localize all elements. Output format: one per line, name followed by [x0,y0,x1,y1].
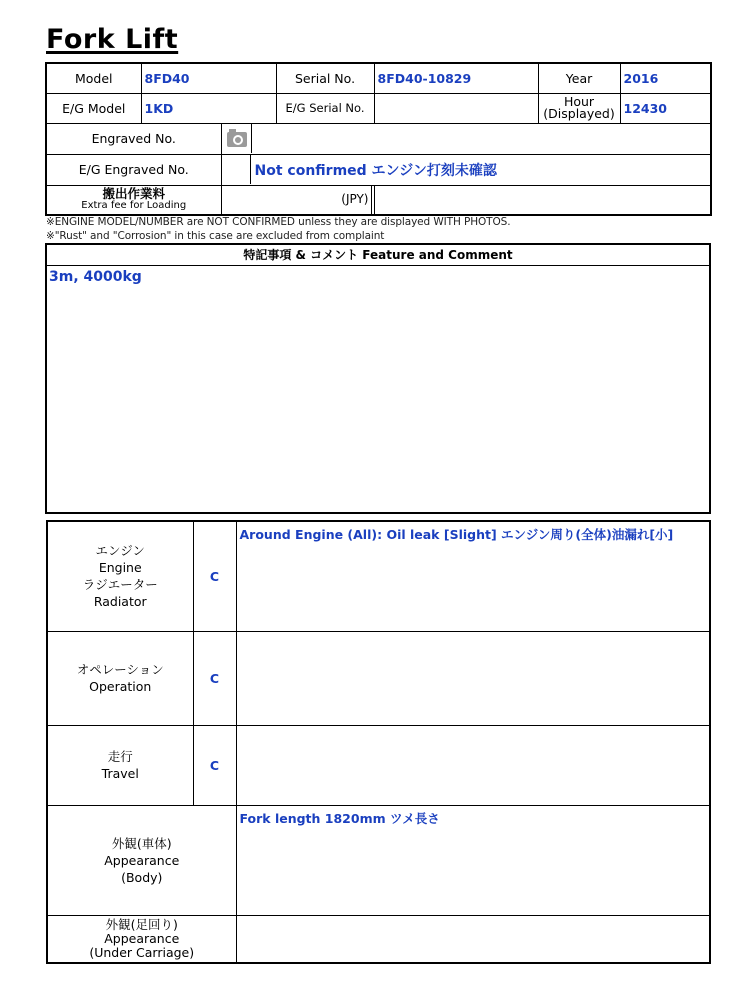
label-line: Appearance [104,852,180,868]
hour-label [538,93,620,123]
inspection-label-engine [47,521,193,631]
note-rust: ※"Rust" and "Corrosion" in this case are excluded from complaint [46,230,385,242]
serial-label: Serial No. [276,63,374,93]
inspection-label-operation [47,631,193,725]
comment-appearance-body: Fork length 1820mm ツメ長さ [236,805,710,915]
label-line: (Under Carriage) [89,944,195,960]
hour-value: 12430 [620,93,711,123]
label-line: 走行 [107,749,133,764]
feature-text: 3m, 4000kg [49,269,142,285]
label-line: エンジン [95,543,145,559]
fee-value-cell [221,185,374,215]
eg-model-label: E/G Model [46,93,141,123]
feature-header: 特記事項 & コメント Feature and Comment [47,245,709,266]
eg-serial-label: E/G Serial No. [276,93,374,123]
grade-engine: C [193,521,236,631]
label-line: 外観(足回り) [105,916,178,932]
label-line: Radiator [93,594,147,610]
engraved-label: Engraved No. [46,123,221,154]
inspection-row-appearance-under [47,915,710,963]
comment-operation [236,631,710,725]
eg-model-value: 1KD [141,93,276,123]
eg-engraved-value: Not confirmed エンジン打刻未確認 [254,162,497,179]
inspection-table [46,520,711,964]
eg-engraved-cell [221,154,711,185]
label-line: Appearance [104,930,180,946]
fee-value [374,185,711,215]
hour-label-line1: Hour [563,94,595,109]
feature-box [45,243,711,514]
fee-label [46,185,221,215]
inspection-row-engine [47,521,710,631]
fee-label-jp: 搬出作業料 [102,186,165,202]
eg-serial-value [374,93,538,123]
label-line: ラジエーター [82,577,158,593]
serial-value: 8FD40-10829 [374,63,538,93]
comment-appearance-under [236,915,710,963]
label-line: (Body) [121,869,163,885]
eg-engraved-label: E/G Engraved No. [46,154,221,185]
comment-travel [236,725,710,805]
engraved-value [221,123,711,154]
inspection-row-travel [47,725,710,805]
inspection-label-appearance-under [47,915,236,963]
label-line: オペレーション [76,662,164,677]
spec-table [45,62,712,216]
comment-engine: Around Engine (All): Oil leak [Slight] エンジン周り(全体)油漏れ[小] [236,521,710,631]
page-title: Fork Lift [46,24,179,55]
fee-divider [371,186,372,214]
engraved-photo-cell[interactable] [223,124,252,153]
model-value: 8FD40 [141,63,276,93]
fee-unit: (JPY) [341,192,369,207]
year-label: Year [538,63,620,93]
inspection-label-travel [47,725,193,805]
label-line: 外観(車体) [111,835,172,851]
eg-engraved-photo-cell [222,155,251,184]
grade-travel: C [193,725,236,805]
inspection-label-appearance-body [47,805,236,915]
grade-operation: C [193,631,236,725]
label-line: Travel [101,766,139,781]
year-value: 2016 [620,63,711,93]
hour-label-line2: (Displayed) [543,106,615,121]
label-line: Engine [98,560,142,576]
inspection-row-appearance-body [47,805,710,915]
inspection-row-operation [47,631,710,725]
camera-icon[interactable] [226,127,248,149]
fee-label-en: Extra fee for Loading [81,200,187,212]
note-engine: ※ENGINE MODEL/NUMBER are NOT CONFIRMED unless they are displayed WITH PHOTOS. [46,216,511,228]
label-line: Operation [89,679,152,694]
model-label: Model [46,63,141,93]
